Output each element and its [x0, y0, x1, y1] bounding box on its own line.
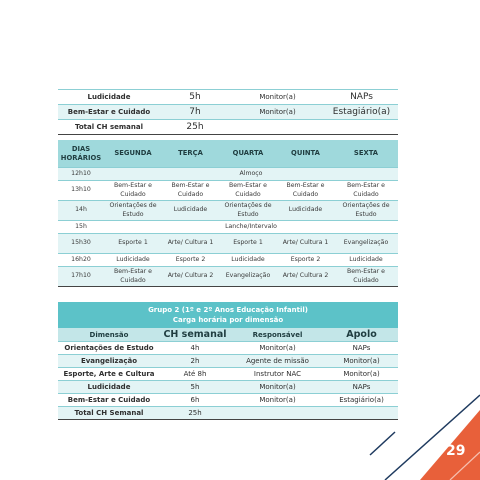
support-value: Estagiário(a) — [325, 105, 398, 120]
activity-cell: Ludicidade — [334, 254, 398, 267]
dimension-label: Bem-Estar e Cuidado — [58, 105, 160, 120]
activity-cell: Orientações de Estudo — [219, 201, 277, 221]
activity-cell: Esporte 2 — [162, 254, 219, 267]
support-value: Monitor(a) — [325, 355, 398, 368]
thursday-header: QUINTA — [277, 140, 334, 168]
time-cell: 14h — [58, 201, 104, 221]
hours-value: Até 8h — [160, 368, 230, 381]
support-value: Monitor(a) — [325, 368, 398, 381]
wednesday-header: QUARTA — [219, 140, 277, 168]
activity-cell: Bem-Estar e Cuidado — [334, 267, 398, 287]
responsible-value: Monitor(a) — [230, 394, 325, 407]
responsible-value: Monitor(a) — [230, 105, 325, 120]
total-hours-value: 25h — [160, 120, 230, 135]
activity-cell: Arte/ Cultura 1 — [162, 234, 219, 254]
total-hours-value: 25h — [160, 407, 230, 420]
responsible-value: Agente de missão — [230, 355, 325, 368]
group2-title-line2: Carga horária por dimensão — [172, 316, 284, 324]
activity-cell: Ludicidade — [162, 201, 219, 221]
activity-cell: Bem-Estar e Cuidado — [277, 181, 334, 201]
hours-label: HORÁRIOS — [60, 153, 102, 162]
span-cell: Almoço — [104, 168, 398, 181]
dimension-label: Evangelização — [58, 355, 160, 368]
decor-line — [370, 432, 395, 455]
support-header: Apolo — [325, 328, 398, 342]
activity-cell: Esporte 2 — [277, 254, 334, 267]
activity-cell: Bem-Estar e Cuidado — [334, 181, 398, 201]
activity-cell: Esporte 1 — [104, 234, 162, 254]
dimension-label: Esporte, Arte e Cultura — [58, 368, 160, 381]
total-label: Total CH Semanal — [58, 407, 160, 420]
group2-title-line1: Grupo 2 (1º e 2º Anos Educação Infantil) — [148, 306, 308, 314]
time-cell: 12h10 — [58, 168, 104, 181]
responsible-header: Responsável — [230, 328, 325, 342]
time-cell: 15h30 — [58, 234, 104, 254]
hours-value: 5h — [160, 381, 230, 394]
support-value: NAPs — [325, 90, 398, 105]
time-cell: 17h10 — [58, 267, 104, 287]
dimension-label: Bem-Estar e Cuidado — [58, 394, 160, 407]
responsible-value: Monitor(a) — [230, 342, 325, 355]
hours-value: 5h — [160, 90, 230, 105]
activity-cell: Bem-Estar e Cuidado — [162, 181, 219, 201]
hours-value: 4h — [160, 342, 230, 355]
activity-cell: Arte/ Cultura 1 — [277, 234, 334, 254]
activity-cell: Bem-Estar e Cuidado — [104, 267, 162, 287]
friday-header: SEXTA — [334, 140, 398, 168]
activity-cell: Evangelização — [219, 267, 277, 287]
dimension-label: Orientações de Estudo — [58, 342, 160, 355]
tuesday-header: TERÇA — [162, 140, 219, 168]
activity-cell: Bem-Estar e Cuidado — [219, 181, 277, 201]
activity-cell: Bem-Estar e Cuidado — [104, 181, 162, 201]
monday-header: SEGUNDA — [104, 140, 162, 168]
support-value: Estagiário(a) — [325, 394, 398, 407]
time-cell: 13h10 — [58, 181, 104, 201]
total-label: Total CH semanal — [58, 120, 160, 135]
dimension-header: Dimensão — [58, 328, 160, 342]
activity-cell: Arte/ Cultura 2 — [277, 267, 334, 287]
responsible-value: Instrutor NAC — [230, 368, 325, 381]
time-cell: 15h — [58, 221, 104, 234]
support-value: NAPs — [325, 342, 398, 355]
support-value: NAPs — [325, 381, 398, 394]
hours-value: 7h — [160, 105, 230, 120]
hours-value: 2h — [160, 355, 230, 368]
page-number: 29 — [446, 443, 466, 459]
responsible-value: Monitor(a) — [230, 381, 325, 394]
activity-cell: Orientações de Estudo — [334, 201, 398, 221]
dimension-label: Ludicidade — [58, 381, 160, 394]
time-cell: 16h20 — [58, 254, 104, 267]
activity-cell: Esporte 1 — [219, 234, 277, 254]
activity-cell: Orientações de Estudo — [104, 201, 162, 221]
activity-cell: Arte/ Cultura 2 — [162, 267, 219, 287]
dimension-label: Ludicidade — [58, 90, 160, 105]
activity-cell: Ludicidade — [219, 254, 277, 267]
days-label: DIAS — [71, 145, 91, 153]
span-cell: Lanche/Intervalo — [104, 221, 398, 234]
activity-cell: Ludicidade — [277, 201, 334, 221]
hours-header: CH semanal — [160, 328, 230, 342]
responsible-value: Monitor(a) — [230, 90, 325, 105]
hours-value: 6h — [160, 394, 230, 407]
activity-cell: Evangelização — [334, 234, 398, 254]
activity-cell: Ludicidade — [104, 254, 162, 267]
